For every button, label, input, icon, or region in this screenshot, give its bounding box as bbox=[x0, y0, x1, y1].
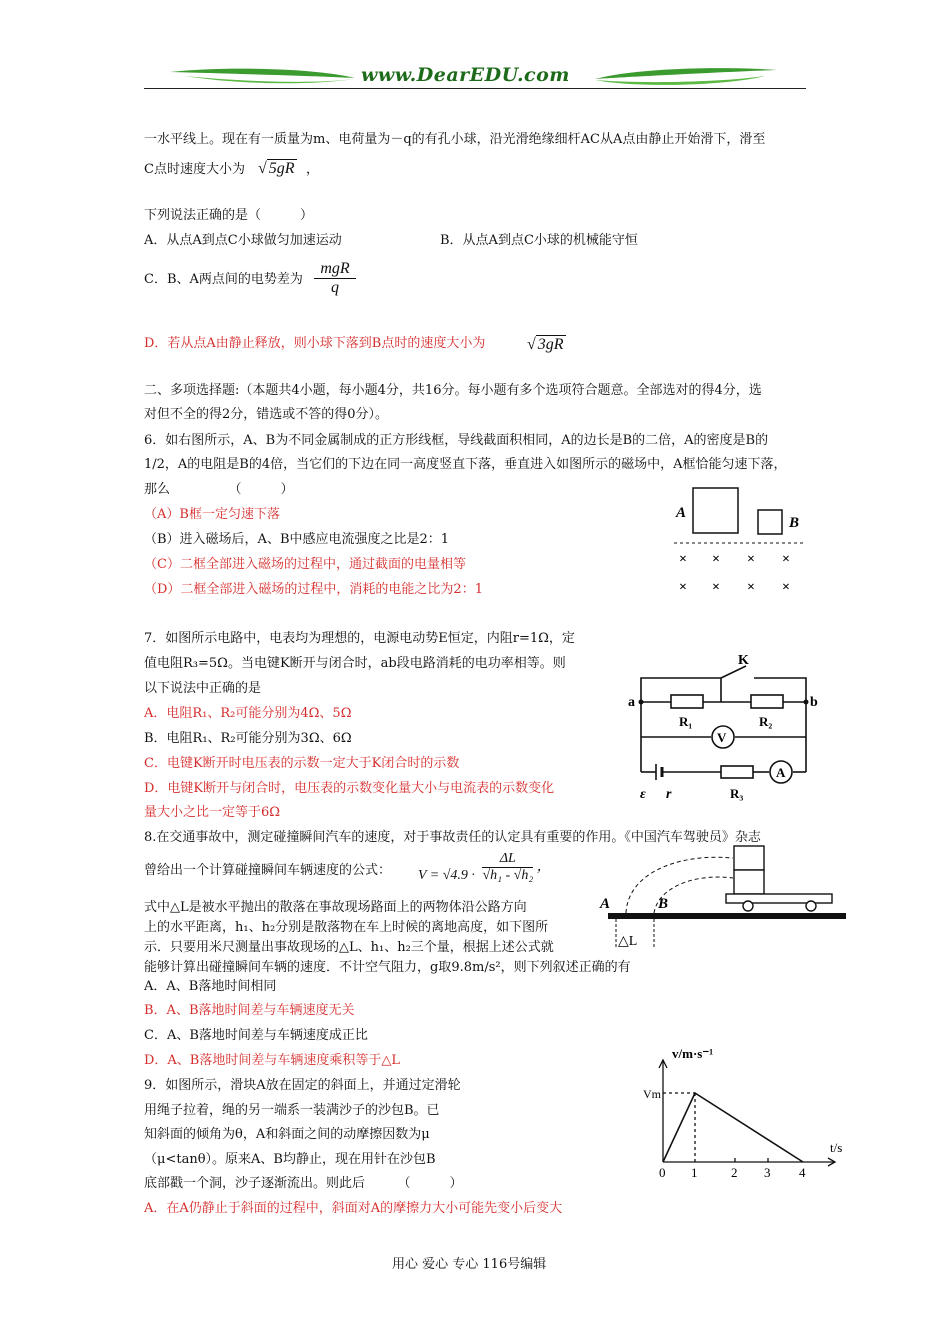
q8-line3: 式中△L是被水平抛出的散落在事故现场路面上的两物体沿公路方向 bbox=[144, 900, 527, 915]
intro-option-d: D．若从点A由静止释放，则小球下落到B点时的速度大小为 bbox=[144, 336, 486, 351]
frame-a bbox=[693, 488, 738, 533]
label-ammeter: A bbox=[776, 765, 786, 780]
svg-text:×: × bbox=[782, 552, 790, 567]
section2-line2: 对但不全的得2分，错选或不答的得0分）。 bbox=[144, 407, 389, 422]
tick-0: 0 bbox=[659, 1165, 666, 1180]
tick-1: 1 bbox=[691, 1165, 698, 1180]
tick-4: 4 bbox=[799, 1165, 806, 1180]
q7-line3: 以下说法中正确的是 bbox=[144, 681, 262, 696]
x-axis-label: t/s bbox=[830, 1140, 843, 1155]
tick-2: 2 bbox=[731, 1165, 738, 1180]
formula-radicand: 5gR bbox=[268, 160, 295, 177]
q8-line2: 曾给出一个计算碰撞瞬间车辆速度的公式： bbox=[144, 863, 392, 878]
q9-line4: （μ<tanθ）。原来A、B均静止，现在用针在沙包B bbox=[144, 1152, 436, 1167]
velocity-line bbox=[663, 1093, 803, 1162]
section2-line1: 二、多项选择题:（本题共4小题，每小题4分，共16分。每小题有多个选项符合题意。全部选对的得4分，选 bbox=[144, 383, 762, 398]
svg-text:×: × bbox=[747, 552, 755, 567]
q9-line2: 用绳子拉着，绳的另一端系一装满沙子的沙包B。已 bbox=[144, 1103, 440, 1118]
q6-option-d: （D）二框全部进入磁场的过程中，消耗的电能之比为2：1 bbox=[144, 582, 483, 597]
svg-text:×: × bbox=[747, 580, 755, 595]
q9-figure-vt-graph bbox=[640, 1040, 850, 1180]
intro-option-a: A．从点A到点C小球做匀加速运动 bbox=[144, 233, 342, 248]
formula-radicand: 3gR bbox=[537, 336, 564, 353]
q9-line5: 底部戳一个洞，沙子逐渐流出。则此后 （ ） bbox=[144, 1176, 463, 1191]
road-surface bbox=[608, 913, 846, 919]
y-axis-label: v/m·s⁻¹ bbox=[672, 1046, 714, 1061]
q8-option-c: C．A、B落地时间差与车辆速度成正比 bbox=[144, 1028, 368, 1043]
q6-line1: 6．如右图所示，A、B为不同金属制成的正方形线框，导线截面积相同，A的边长是B的二倍，A的密度是B的 bbox=[144, 433, 769, 448]
q6-option-a: （A）B框一定匀速下落 bbox=[144, 507, 280, 522]
q7-option-b: B．电阻R₁、R₂可能分别为3Ω、6Ω bbox=[144, 731, 352, 746]
q6-figure-frames-magnetic-field bbox=[672, 485, 812, 605]
logo-text: www.DearEDU.com bbox=[361, 64, 570, 86]
frame-b bbox=[758, 510, 782, 534]
intro-prompt: 下列说法正确的是（ ） bbox=[144, 208, 314, 223]
q6-option-c: （C）二框全部进入磁场的过程中，通过截面的电量相等 bbox=[144, 557, 466, 572]
label-emf: ε bbox=[640, 787, 646, 802]
intro-option-c: C．B、A两点间的电势差为 bbox=[144, 272, 303, 287]
label-a: a bbox=[628, 695, 635, 710]
formula-lhs: V = √4.9 · bbox=[418, 867, 475, 883]
svg-text:×: × bbox=[712, 580, 720, 595]
q7-option-c: C．电键K断开时电压表的示数一定大于K闭合时的示数 bbox=[144, 756, 460, 771]
q7-line1: 7．如图所示电路中，电表均为理想的，电源电动势E恒定，内阻r=1Ω，定 bbox=[144, 631, 575, 646]
q8-line5: 示．只要用米尺测量出事故现场的△L、h₁、h₂三个量，根据上述公式就 bbox=[144, 940, 554, 955]
formula-sqrt-5gR: √ 5gR bbox=[258, 160, 295, 177]
resistor-r2 bbox=[751, 695, 783, 708]
intro-line1: 一水平线上。现在有一质量为m、电荷量为－q的有孔小球，沿光滑绝缘细杆AC从A点由静止开始滑下，滑至 bbox=[144, 132, 766, 147]
field-crosses bbox=[679, 552, 790, 595]
formula-fraction bbox=[482, 851, 533, 884]
q8-figure-truck-scatter bbox=[598, 838, 848, 953]
q6-line3: 那么 （ ） bbox=[144, 482, 294, 497]
page-footer: 用心 爱心 专心 116号编辑 bbox=[392, 1257, 547, 1272]
intro-option-b: B．从点A到点C小球的机械能守恒 bbox=[440, 233, 638, 248]
svg-text:×: × bbox=[712, 552, 720, 567]
truck-icon bbox=[726, 846, 832, 911]
q9-line3: 知斜面的倾角为θ，A和斜面之间的动摩擦因数为μ bbox=[144, 1127, 430, 1142]
q6-line2: 1/2，A的电阻是B的4倍，当它们的下边在同一高度竖直下落，垂直进入如图所示的磁场中，A框恰能匀速下落， bbox=[144, 457, 787, 472]
svg-text:×: × bbox=[679, 552, 687, 567]
formula-tail: ， bbox=[536, 859, 551, 875]
label-r1: R₁ bbox=[679, 714, 693, 729]
label-r2: R₂ bbox=[759, 714, 773, 729]
label-r: r bbox=[666, 787, 672, 802]
q8-option-b: B．A、B落地时间差与车辆速度无关 bbox=[144, 1003, 355, 1018]
q7-figure-circuit bbox=[626, 648, 826, 803]
q8-formula bbox=[418, 851, 551, 884]
label-k: K bbox=[738, 653, 749, 668]
q9-option-a: A．在A仍静止于斜面的过程中，斜面对A的摩擦力大小可能先变小后变大 bbox=[144, 1201, 563, 1216]
q7-line2: 值电阻R₃=5Ω。当电键K断开与闭合时，ab段电路消耗的电功率相等。则 bbox=[144, 656, 566, 671]
label-delta-l: △L bbox=[618, 934, 638, 949]
q8-line1: 8.在交通事故中，测定碰撞瞬间汽车的速度，对于事故责任的认定具有重要的作用。《中国汽车驾驶员》杂志 bbox=[144, 830, 761, 845]
fraction-denominator: q bbox=[331, 279, 339, 296]
svg-text:×: × bbox=[782, 580, 790, 595]
frame-a-label: A bbox=[676, 505, 687, 521]
intro-line2: C点时速度大小为 bbox=[144, 162, 245, 177]
label-b: b bbox=[810, 695, 818, 710]
q7-option-d-line1: D．电键K断开与闭合时，电压表的示数变化量大小与电流表的示数变化 bbox=[144, 781, 555, 796]
label-b: B bbox=[658, 896, 669, 912]
q6-option-b: （B）进入磁场后，A、B中感应电流强度之比是2：1 bbox=[144, 532, 450, 547]
vm-label: Vm bbox=[643, 1087, 661, 1101]
formula-sqrt-3gR: √ 3gR bbox=[527, 336, 564, 353]
q7-option-d-line2: 量大小之比一定等于6Ω bbox=[144, 805, 281, 820]
header-rule bbox=[144, 88, 806, 89]
q8-option-a: A．A、B落地时间相同 bbox=[144, 979, 277, 994]
intro-line2-tail: ， bbox=[306, 162, 320, 177]
q7-option-a: A．电阻R₁、R₂可能分别为4Ω、5Ω bbox=[144, 706, 352, 721]
resistor-r3 bbox=[721, 766, 753, 778]
frame-b-label: B bbox=[789, 515, 800, 531]
q8-line6: 能够计算出碰撞瞬间车辆的速度．不计空气阻力，g取9.8m/s²，则下列叙述正确的有 bbox=[144, 960, 631, 975]
label-v: V bbox=[717, 730, 727, 745]
svg-text:×: × bbox=[679, 580, 687, 595]
q8-line4: 上的水平距离，h₁、h₂分别是散落物在车上时候的离地高度，如下图所 bbox=[144, 920, 549, 935]
fraction-numerator: mgR bbox=[314, 260, 356, 279]
tick-3: 3 bbox=[764, 1165, 771, 1180]
label-a: A bbox=[600, 896, 611, 912]
formula-numerator: ΔL bbox=[482, 851, 533, 868]
formula-denominator: √h₁ - √h₂ bbox=[482, 868, 534, 883]
trajectory-a bbox=[626, 857, 733, 913]
formula-fraction-mgR-q bbox=[314, 260, 356, 297]
label-r3: R₃ bbox=[730, 786, 744, 801]
q8-option-d: D．A、B落地时间差与车辆速度乘积等于△L bbox=[144, 1053, 400, 1068]
q9-line1: 9．如图所示，滑块A放在固定的斜面上，并通过定滑轮 bbox=[144, 1078, 461, 1093]
resistor-r1 bbox=[671, 695, 703, 708]
